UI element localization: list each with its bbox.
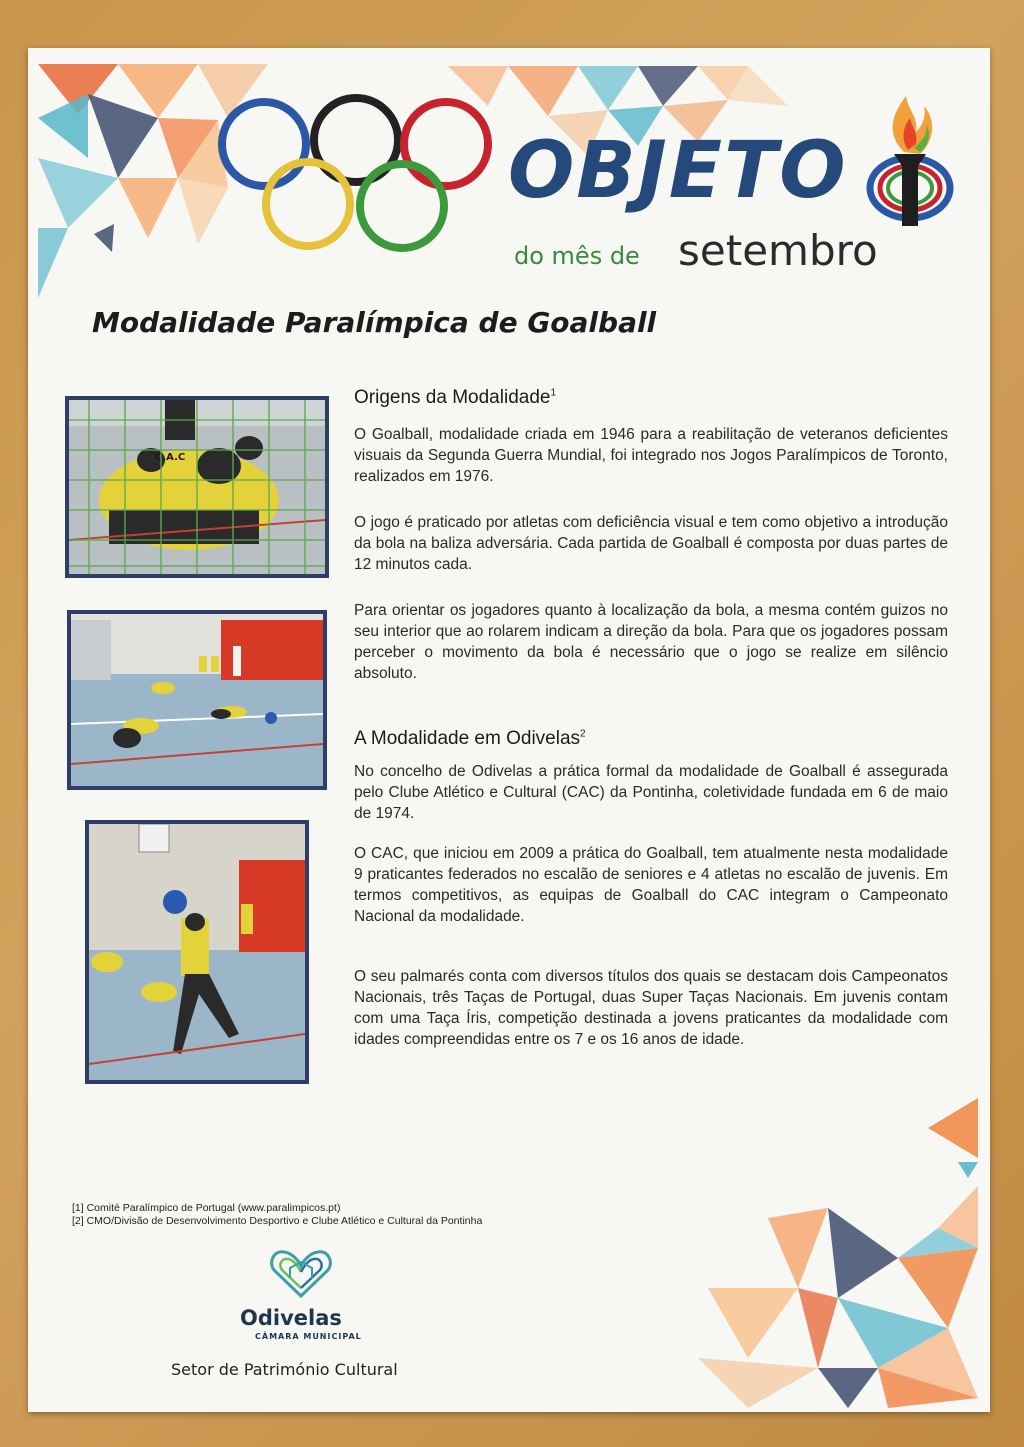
- olympic-rings-graphic: [216, 88, 496, 258]
- section-heading-odivelas: [354, 728, 586, 750]
- poster-sheet: [28, 48, 990, 1412]
- odivelas-paragraph-3: O seu palmarés conta com diversos títulos dos quais se destacam dois Campeonatos Nacionais, três Taças de Portugal, duas Super Taças Nacionais. Em juvenis contam com uma Taça Íris, competição destinada a jovens praticantes da modalidade com idades compreendidas entre os 7 e os 16 anos de idade.: [354, 968, 948, 1048]
- header-subtitle-month: setembro: [678, 226, 878, 275]
- sector-label: Setor de Património Cultural: [171, 1360, 398, 1379]
- footnotes: [72, 1202, 512, 1228]
- page-title: Modalidade Paralímpica de Goalball: [92, 306, 657, 339]
- logo-name: Odivelas: [240, 1306, 342, 1330]
- header-title-block: [508, 126, 978, 292]
- brand-title: OBJETO: [508, 126, 848, 216]
- origins-paragraph-3: Para orientar os jogadores quanto à localização da bola, a mesma contém guizos no seu interior que ao rolarem indicam a direção da bola. Para que os jogadores possam perceber o movimento da bola é necessário que o jogo se realize em silêncio absoluto.: [354, 602, 948, 682]
- olympic-ring-3: [266, 162, 350, 246]
- olympic-ring-0: [222, 102, 306, 186]
- section-heading-origins: [354, 387, 556, 409]
- odivelas-paragraph-2: O CAC, que iniciou em 2009 a prática do Goalball, tem atualmente nesta modalidade 9 praticantes federados no escalão de seniores e 4 atletas no escalão de juvenis. Em termos competitivos, as equipas de Goalball do CAC integram o Campeonato Nacional da modalidade.: [354, 845, 948, 925]
- logo-subtitle: CÂMARA MUNICIPAL: [255, 1332, 362, 1341]
- header-subtitle-small: do mês de: [514, 242, 640, 270]
- olympic-ring-4: [360, 164, 444, 248]
- photo-player-throwing: [85, 820, 309, 1084]
- torch-icon: [864, 92, 956, 232]
- footnote-marker-2: 2: [580, 728, 586, 740]
- photo-players-on-court: [67, 610, 327, 790]
- olympic-ring-2: [404, 102, 488, 186]
- section-heading-odivelas-text: A Modalidade em Odivelas: [354, 728, 581, 749]
- odivelas-heart-logo-icon: [268, 1248, 334, 1300]
- origins-paragraph-1: O Goalball, modalidade criada em 1946 para a reabilitação de veteranos deficientes visuais da Segunda Guerra Mundial, foi integrado nos Jogos Paralímpicos de Toronto, realizados em 1976.: [354, 426, 948, 485]
- section-heading-origins-text: Origens da Modalidade: [354, 387, 551, 408]
- shirt-lettering: C.A.C: [155, 452, 186, 463]
- footnote-2: [2] CMO/Divisão de Desenvolvimento Desportivo e Clube Atlético e Cultural da Pontinha: [72, 1215, 483, 1227]
- footnote-1: [1] Comité Paralímpico de Portugal (www.paralimpicos.pt): [72, 1202, 341, 1214]
- decorative-triangles-bottom-right: [688, 1088, 990, 1412]
- odivelas-paragraph-1: No concelho de Odivelas a prática formal da modalidade de Goalball é assegurada pelo Clube Atlético e Cultural (CAC) da Pontinha, coletividade fundada em 6 de maio de 1974.: [354, 763, 948, 822]
- footnote-marker-1: 1: [550, 387, 557, 399]
- origins-paragraph-2: O jogo é praticado por atletas com deficiência visual e tem como objetivo a introdução da bola na baliza adversária. Cada partida de Goalball é composta por duas partes de 12 minutos cada.: [354, 514, 948, 573]
- photo-team-huddle: [65, 396, 329, 578]
